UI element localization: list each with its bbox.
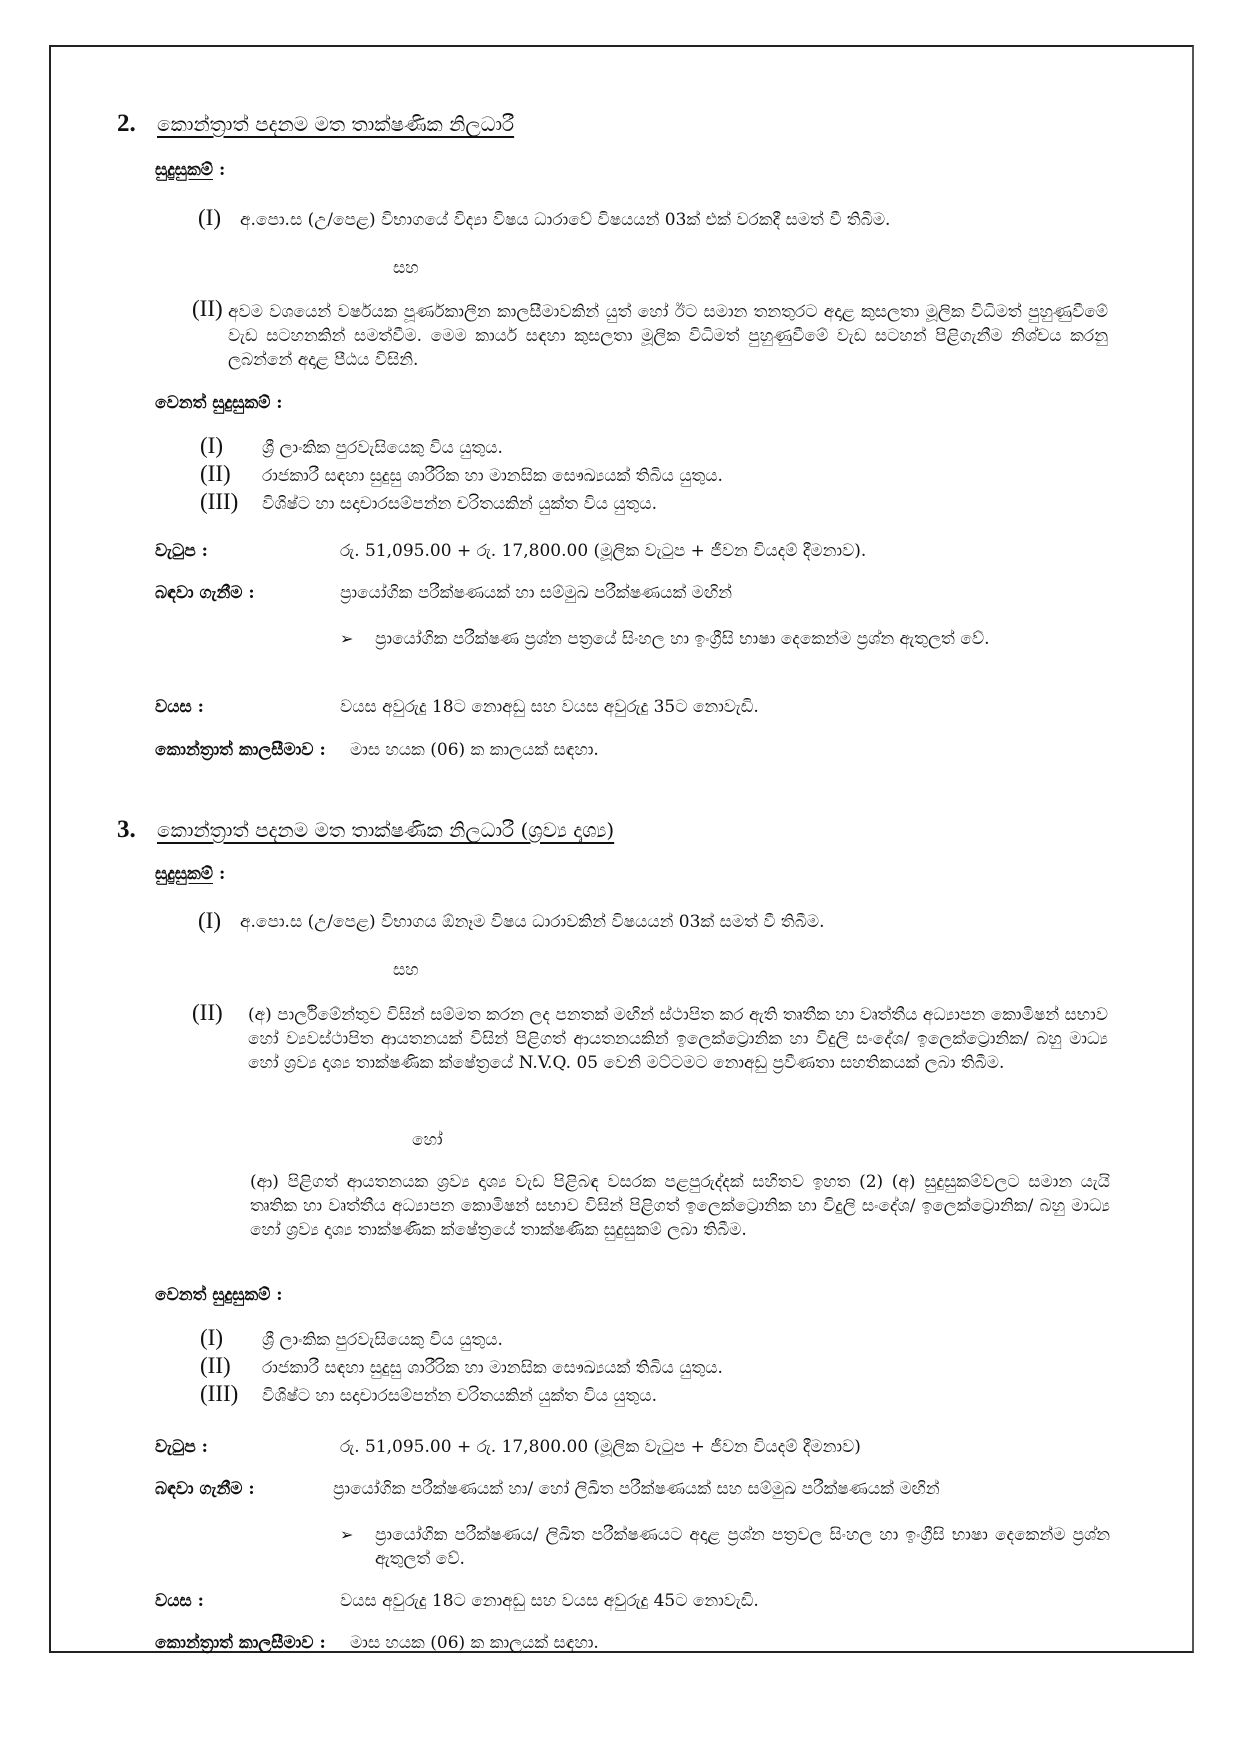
age-label: වයස : [155, 1591, 204, 1611]
qualification-roman: (I) [198, 205, 221, 230]
qualifications-heading: සුදුසුකම් : [155, 864, 226, 884]
age-value: වයස අවුරුදු 18ට නොඅඩු සහ වයස අවුරුදු 35ට නොවැඩි. [340, 697, 759, 717]
other-text: ශ්‍රී ලාංකික පුරවැසියෙකු විය යුතුය. [262, 438, 503, 458]
contract-period-label: කොන්ත්‍රාත් කාලසීමාව : [155, 740, 326, 760]
other-text: විශිෂ්ට හා සදාචාරසම්පන්න චරිතයකින් යුක්ත විය යුතුය. [262, 1386, 657, 1406]
other-roman: (II) [200, 461, 231, 486]
arrow-bullet-icon: ➢ [340, 1525, 354, 1544]
arrow-bullet-icon: ➢ [340, 629, 354, 648]
section-title: කොන්ත්‍රාත් පදනම මත තාක්ෂණික නිලධාරී (ශ්‍රව්‍ය දෘශ්‍ය) [157, 818, 615, 842]
salary-label: වැටුප : [155, 1437, 208, 1457]
contract-period-value: මාස හයක (06) ක කාලයක් සඳහා. [350, 1633, 599, 1653]
recruitment-label: බඳවා ගැනීම : [155, 583, 255, 603]
qualifications-heading: සුදුසුකම් : [155, 160, 226, 180]
recruitment-note: ප්‍රායෝගික පරීක්ෂණ ප්‍රශ්න පත්‍රයේ සිංහල හා ඉංග්‍රීසි භාෂා දෙකෙන්ම ප්‍රශ්න ඇතුලත් වේ. [375, 629, 990, 649]
qualification-text: අ.පො.ස (උ/පෙළ) විභාගය ඕනෑම විෂය ධාරාවකින් විෂයයන් 03ක් සමත් වී තිබීම. [240, 912, 825, 932]
section-number: 2. [117, 110, 136, 137]
qualification-roman: (II) [192, 1000, 223, 1025]
other-roman: (III) [200, 489, 239, 514]
qualification-alt-text: (ආ) පිළිගත් ආයතනයක ශ්‍රව්‍ය දෘශ්‍ය වැඩ පිළිබඳ වසරක පළපුරුද්දක් සහිතව ඉහත (2) (අ) සුදුසුකම්වලට සමාන යැයි තෘතික හා වෘත්තීය අධ්‍යාපන කොමිෂන් සභාව විසින් පිළිගත් ඉලෙක්ට්‍රොනික හා විදුලි සංදේශ/ ඉලෙක්ට්‍රොනික/ බහු මාධ්‍ය හෝ ශ්‍රව්‍ය දෘශ්‍ය තාක්ෂණික ක්ෂේත්‍රයේ තාක්ෂණික සුදුසුකම් ලබා තිබීම. [250, 1172, 1110, 1240]
qualification-text: අවම වශයෙන් වර්ෂයක පූර්ණකාලීන කාලසීමාවකින් යුත් හෝ ඊට සමාන තනතුරට අදාළ කුසලතා මූලික විධිමත් පුහුණුවීමේ වැඩ සටහනකින් සමත්වීම. මෙම කාර්ය සඳහා කුසලතා මූලික විධිමත් පුහුණුවීමේ වැඩ සටහන් පිළිගැනීම නිශ්චය කරනු ලබන්නේ අදාළ පීඨය විසිනි. [228, 302, 1108, 370]
qualification-roman: (II) [192, 296, 223, 321]
other-text: රාජකාරී සඳහා සුදුසු ශාරීරික හා මානසික සෞඛ්‍යයක් තිබිය යුතුය. [262, 1358, 723, 1378]
recruitment-label: බඳවා ගැනීම : [155, 1479, 255, 1499]
recruitment-note: ප්‍රායෝගික පරීක්ෂණය/ ලිඛිත පරීක්ෂණයට අදාළ ප්‍රශ්න පත්‍රවල සිංහල හා ඉංග්‍රීසි භාෂා දෙකෙන්ම ප්‍රශ්න ඇතුලත් වේ. [375, 1525, 1110, 1569]
other-roman: (II) [200, 1353, 231, 1378]
age-value: වයස අවුරුදු 18ට නොඅඩු සහ වයස අවුරුදු 45ට නොවැඩි. [340, 1591, 759, 1611]
connector-and: සහ [393, 258, 419, 278]
section-title: කොන්ත්‍රාත් පදනම මත තාක්ෂණික නිලධාරී [157, 112, 515, 136]
qualification-text: (අ) පාර්ලිමේන්තුව විසින් සම්මත කරන ලද පනතක් මඟින් ස්ථාපිත කර ඇති තෘතීක හා වෘත්තීය අධ්‍යාපන කොමිෂන් සභාව හෝ ව්‍යවස්ථාපිත ආයතනයක් විසින් පිළිගත් ආයතනයකින් ඉලෙක්ට්‍රොනික හා විදුලි සංදේශ/ ඉලෙක්ට්‍රොනික/ බහු මාධ්‍ය හෝ ශ්‍රව්‍ය දෘශ්‍ය තාක්ෂණික ක්ෂේත්‍රයේ N.V.Q. 05 වෙනි මට්ටමට නොඅඩු ප්‍රවීණතා සහතිකයක් ලබා තිබීම. [248, 1005, 1108, 1073]
qualification-text: අ.පො.ස (උ/පෙළ) විභාගයේ විද්‍යා විෂය ධාරාවේ විෂයයන් 03ක් එක් වරකදී සමත් වී තිබීම. [240, 210, 891, 230]
other-text: රාජකාරී සඳහා සුදුසු ශාරීරික හා මානසික සෞඛ්‍යයක් තිබිය යුතුය. [262, 466, 723, 486]
page-border [49, 45, 1194, 1653]
contract-period-label: කොන්ත්‍රාත් කාලසීමාව : [155, 1633, 326, 1653]
salary-label: වැටුප : [155, 541, 208, 561]
age-label: වයස : [155, 697, 204, 717]
salary-value: රු. 51,095.00 + රු. 17,800.00 (මූලික වැටුප + ජීවන වියදම් දීමනාව) [340, 1437, 861, 1457]
contract-period-value: මාස හයක (06) ක කාලයක් සඳහා. [350, 740, 599, 760]
connector-or: හෝ [412, 1130, 443, 1150]
qualification-roman: (I) [198, 908, 221, 933]
other-qualifications-heading: වෙනත් සුදුසුකම් : [155, 393, 283, 413]
other-roman: (I) [200, 433, 223, 458]
other-text: විශිෂ්ට හා සදාචාරසම්පන්න චරිතයකින් යුක්ත විය යුතුය. [262, 494, 657, 514]
other-roman: (I) [200, 1325, 223, 1350]
other-qualifications-heading: වෙනත් සුදුසුකම් : [155, 1285, 283, 1305]
recruitment-value: ප්‍රායෝගික පරීක්ෂණයක් හා/ හෝ ලිඛිත පරීක්ෂණයක් සහ සම්මුඛ පරීක්ෂණයක් මඟින් [333, 1479, 940, 1499]
recruitment-value: ප්‍රායෝගික පරීක්ෂණයක් හා සම්මුඛ පරීක්ෂණයක් මඟින් [340, 583, 733, 603]
other-text: ශ්‍රී ලාංකික පුරවැසියෙකු විය යුතුය. [262, 1330, 503, 1350]
other-roman: (III) [200, 1381, 239, 1406]
section-number: 3. [117, 816, 136, 843]
connector-and: සහ [393, 960, 419, 980]
salary-value: රු. 51,095.00 + රු. 17,800.00 (මූලික වැටුප + ජීවන වියදම් දීමනාව). [340, 541, 867, 561]
